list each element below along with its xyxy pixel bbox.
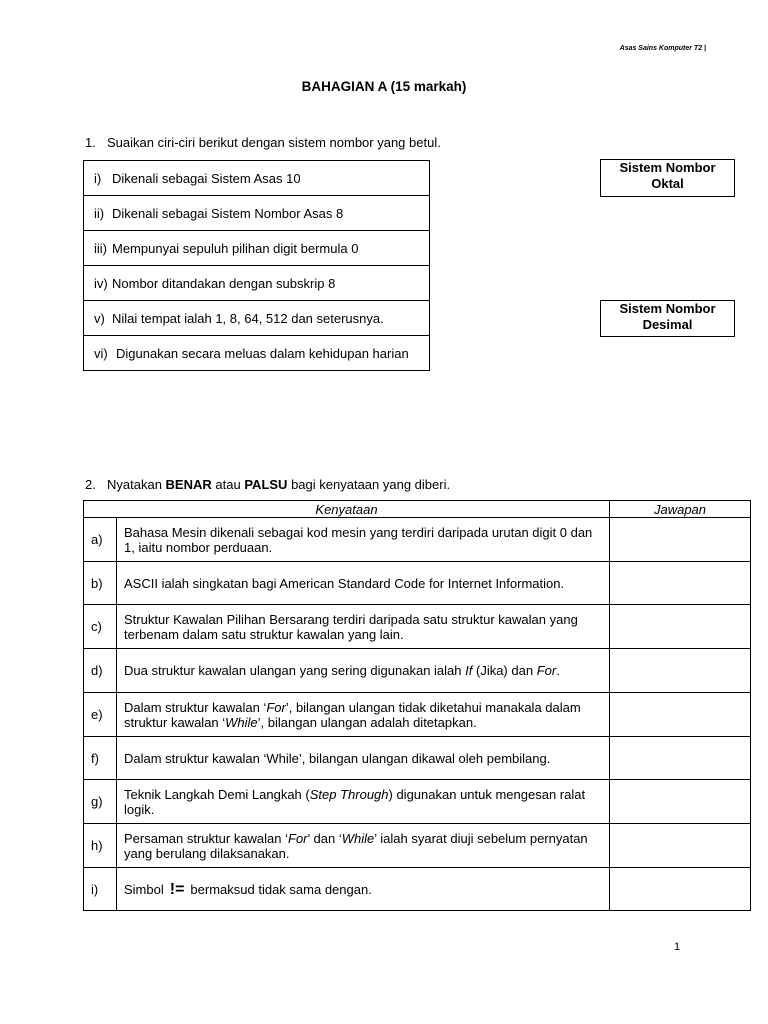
row-label: i) (84, 868, 117, 911)
box-line: Sistem Nombor (619, 160, 716, 175)
answer-cell[interactable] (610, 693, 751, 737)
item-number: v) (94, 310, 105, 326)
answer-cell[interactable] (610, 824, 751, 868)
item-text: Digunakan secara meluas dalam kehidupan harian (116, 345, 409, 361)
statement-text: Struktur Kawalan Pilihan Bersarang terdiri daripada satu struktur kawalan yang terbenam dalam satu struktur kawalan yang lain. (117, 605, 610, 649)
item-text: Mempunyai sepuluh pilihan digit bermula 0 (112, 240, 359, 256)
question-text: Suaikan ciri-ciri berikut dengan sistem nombor yang betul. (107, 135, 441, 150)
item-number: iv) (94, 275, 108, 291)
answer-cell[interactable] (610, 518, 751, 562)
box-line: Sistem Nombor (619, 301, 716, 316)
question-number: 2. (85, 477, 96, 492)
row-label: b) (84, 562, 117, 605)
table-row (84, 824, 751, 868)
answer-cell[interactable] (610, 868, 751, 911)
statement-text: Teknik Langkah Demi Langkah (Step Through) digunakan untuk mengesan ralat logik. (117, 780, 610, 824)
page-number: 1 (674, 941, 681, 953)
table-row (84, 649, 751, 693)
item-number: ii) (94, 205, 105, 221)
list-item (84, 336, 430, 371)
characteristics-table (83, 160, 430, 371)
statement-text: ASCII ialah singkatan bagi American Standard Code for Internet Information. (117, 562, 610, 605)
answer-cell[interactable] (610, 605, 751, 649)
column-header-answer: Jawapan (610, 501, 751, 518)
statement-text: Dua struktur kawalan ulangan yang sering digunakan ialah If (Jika) dan For. (117, 649, 610, 693)
column-header-statement: Kenyataan (84, 501, 610, 518)
row-label: d) (84, 649, 117, 693)
item-number: i) (94, 170, 102, 186)
table-row (84, 780, 751, 824)
prompt-text: atau (215, 477, 241, 492)
statement-text: Dalam struktur kawalan ‘For’, bilangan ulangan tidak diketahui manakala dalam struktur kawalan ‘While’, bilangan ulangan adalah ditetapkan. (117, 693, 610, 737)
statement-text: Bahasa Mesin dikenali sebagai kod mesin yang terdiri daripada urutan digit 0 dan 1, iaitu nombor perduaan. (117, 518, 610, 562)
row-label: h) (84, 824, 117, 868)
item-text: Nombor ditandakan dengan subskrip 8 (112, 275, 336, 291)
item-text: Dikenali sebagai Sistem Nombor Asas 8 (112, 205, 344, 221)
row-label: e) (84, 693, 117, 737)
statement-text: Dalam struktur kawalan ‘While’, bilangan ulangan dikawal oleh pembilang. (117, 737, 610, 780)
list-item (84, 196, 430, 231)
answer-cell[interactable] (610, 737, 751, 780)
item-text: Nilai tempat ialah 1, 8, 64, 512 dan seterusnya. (112, 310, 384, 326)
list-item (84, 231, 430, 266)
table-header-row (84, 501, 751, 518)
item-text: Dikenali sebagai Sistem Asas 10 (112, 170, 301, 186)
table-row (84, 737, 751, 780)
row-label: g) (84, 780, 117, 824)
table-row (84, 562, 751, 605)
row-label: f) (84, 737, 117, 780)
table-row (84, 693, 751, 737)
statement-text: Simbol != bermaksud tidak sama dengan. (117, 868, 610, 911)
table-row (84, 605, 751, 649)
question-number: 1. (85, 135, 96, 150)
section-title: BAHAGIAN A (15 markah) (301, 79, 467, 94)
statement-text: Persaman struktur kawalan ‘For’ dan ‘While’ ialah syarat diuji sebelum pernyatan yang berulang dilaksanakan. (117, 824, 610, 868)
true-false-table (83, 500, 751, 911)
prompt-text: Nyatakan (107, 477, 162, 492)
not-equal-symbol: != (169, 880, 185, 898)
list-item (84, 266, 430, 301)
item-number: vi) (94, 345, 108, 361)
answer-cell[interactable] (610, 780, 751, 824)
answer-cell[interactable] (610, 649, 751, 693)
box-line: Desimal (642, 317, 693, 332)
row-label: c) (84, 605, 117, 649)
answer-box-desimal (600, 300, 735, 337)
list-item (84, 161, 430, 196)
row-label: a) (84, 518, 117, 562)
prompt-palsu: PALSU (244, 477, 288, 492)
table-row (84, 518, 751, 562)
list-item (84, 301, 430, 336)
answer-cell[interactable] (610, 562, 751, 605)
header-note: Asas Sains Komputer T2 | (619, 45, 706, 52)
question-2-prompt (85, 477, 450, 492)
question-1-prompt (85, 135, 441, 150)
box-line: Oktal (651, 176, 684, 191)
prompt-benar: BENAR (165, 477, 212, 492)
answer-box-oktal (600, 159, 735, 197)
item-number: iii) (94, 240, 107, 256)
prompt-text: bagi kenyataan yang diberi. (291, 477, 451, 492)
table-row (84, 868, 751, 911)
